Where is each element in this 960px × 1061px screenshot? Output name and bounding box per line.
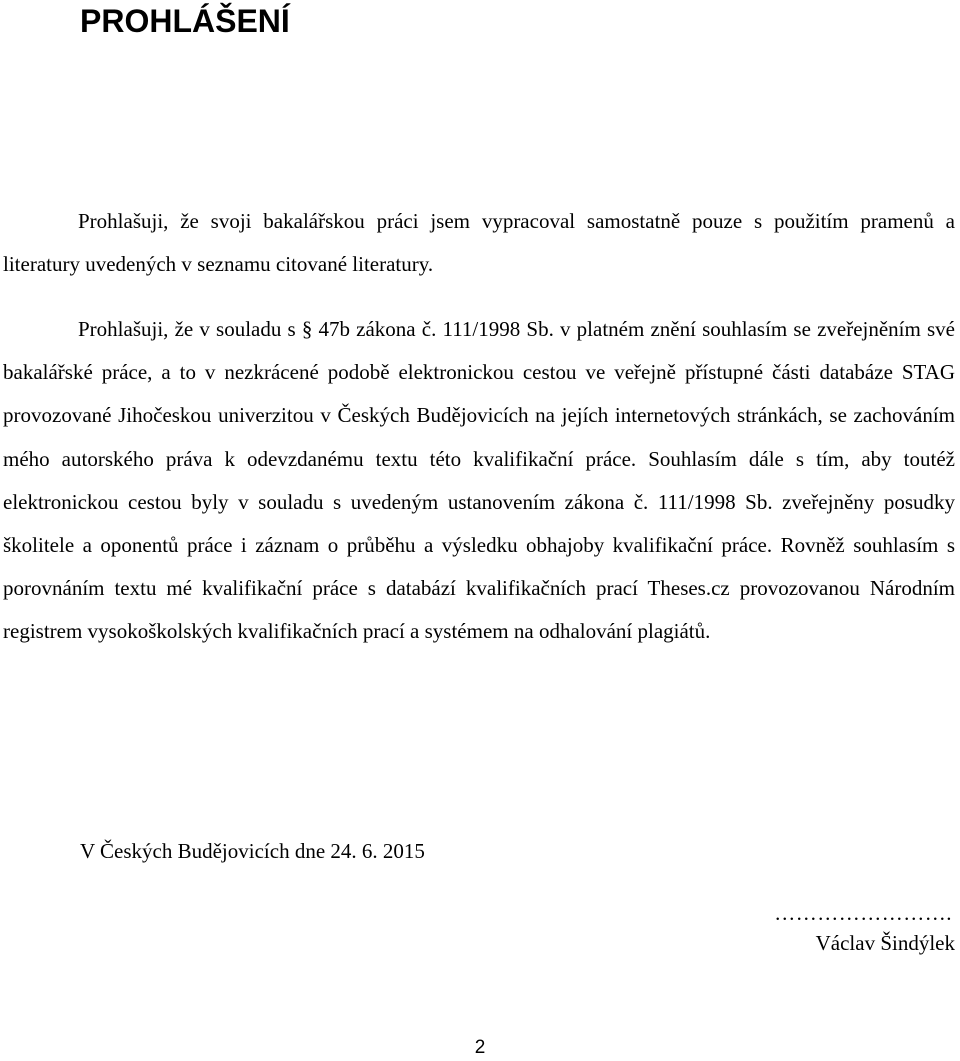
page-number: 2 [474,1037,486,1058]
page-title: PROHLÁŠENÍ [80,3,290,39]
declaration-paragraph-2: Prohlašuji, že v souladu s § 47b zákona č. 111/1998 Sb. v platném znění souhlasím se zveřejněním své bakalářské práce, a to v nezkrácené podobě elektronickou cestou ve veřejně přístupné části databáze STAG provozované Jihočeskou univerzitou v Českých Budějovicích na jejích internetových stránkách, se zachováním mého autorského práva k odevzdanému textu této kvalifikační práce. Souhlasím dále s tím, aby toutéž elektronickou cestou byly v souladu s uvedeným ustanovením zákona č. 111/1998 Sb. zveřejněny posudky školitele a oponentů práce i záznam o průběhu a výsledku obhajoby kvalifikační práce. Rovněž souhlasím s porovnáním textu mé kvalifikační práce s databází kvalifikačních prací Theses.cz provozovanou Národním registrem vysokoškolských kvalifikačních prací a systémem na odhalování plagiátů. [3,317,955,644]
signature-name: Václav Šindýlek [815,931,955,955]
declaration-paragraph-1-block [3,200,955,286]
signature-line: ……………………. [774,901,952,925]
place-and-date: V Českých Budějovicích dne 24. 6. 2015 [80,839,425,863]
declaration-paragraph-1: Prohlašuji, že svoji bakalářskou práci jsem vypracoval samostatně pouze s použitím pramenů a literatury uvedených v seznamu citované literatury. [3,209,955,277]
declaration-paragraph-2-block [3,308,955,654]
